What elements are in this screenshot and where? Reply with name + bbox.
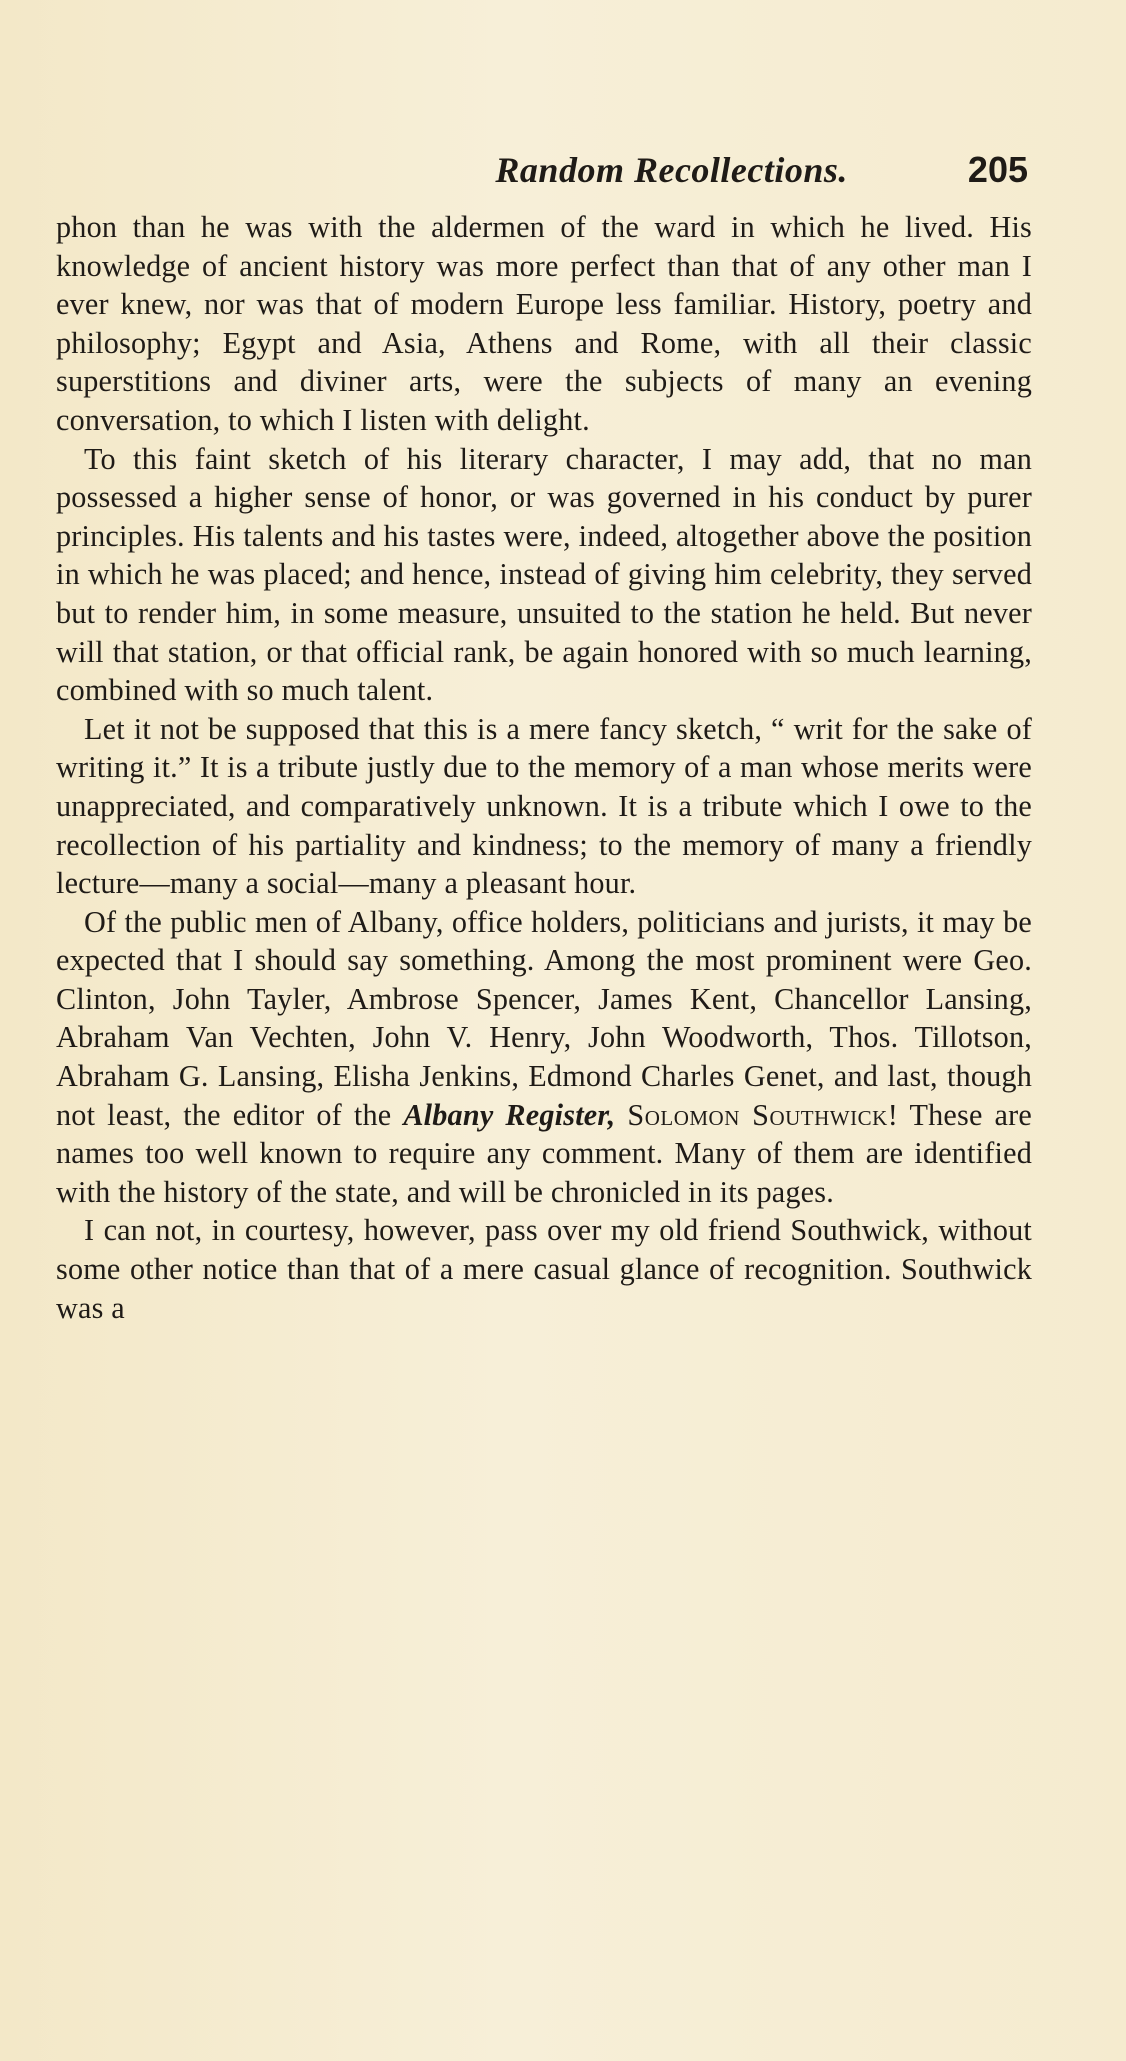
paragraph-public-men-text: Of the public men of Albany, office holders, politicians and jurists, it may be expected that I should say something. Among the most prominent were Geo. Clinton, John Tayler, Ambrose Spencer, James Kent, Chancellor Lansing, Abraham Van Vechten, John V. Henry, John Woodworth, Thos. Tillotson, Abraham G. Lansing, Elisha Jenkins, Edmond Charles Genet, and last, though not least, the editor of the xyxy=(56,904,1032,1132)
paragraph-public-men xyxy=(56,903,1032,1212)
paragraph-literary-character: To this faint sketch of his literary character, I may add, that no man possessed a higher sense of honor, or was governed in his conduct by purer principles. His talents and his tastes were, indeed, altogether above the position in which he was placed; and hence, instead of giving him celebrity, they served but to render him, in some measure, unsuited to the station he held. But never will that station, or that official rank, be again honored with so much learning, combined with so much talent. xyxy=(56,441,1032,708)
running-title: Random Recollections. xyxy=(495,150,848,190)
spacer-text xyxy=(615,1098,627,1132)
paragraph-continuation: phon than he was with the aldermen of the ward in which he lived. His knowledge of ancient history was more perfect than that of any other man I ever knew, nor was that of modern Europe less familiar. History, poetry and philosophy; Egypt and Asia, Athens and Rome, with all their classic superstitions and diviner arts, were the subjects of many an evening conversation, to which I listen with delight. xyxy=(56,210,1032,437)
running-head xyxy=(56,150,1032,190)
book-page xyxy=(56,150,1032,1327)
newspaper-title: Albany Register, xyxy=(403,1097,616,1132)
paragraph-public-men-ending: ! These are names too well known to require any comment. Many of them are identified with the history of the state, and will be chronicled in its pages. xyxy=(56,1097,1033,1209)
editor-name: Solomon Southwick xyxy=(627,1097,888,1132)
paragraph-tribute: Let it not be supposed that this is a mere fancy sketch, “ writ for the sake of writing it.” It is a tribute justly due to the memory of a man whose merits were unappreciated, and comparatively unknown. It is a tribute which I owe to the recollection of his partiality and kindness; to the memory of many a friendly lecture—many a social—many a pleasant hour. xyxy=(56,711,1032,901)
text-body xyxy=(56,208,1032,1327)
paragraph-southwick: I can not, in courtesy, however, pass over my old friend Southwick, without some other notice than that of a mere casual glance of recognition. Southwick was a xyxy=(56,1213,1032,1325)
page-number: 205 xyxy=(967,149,1028,190)
